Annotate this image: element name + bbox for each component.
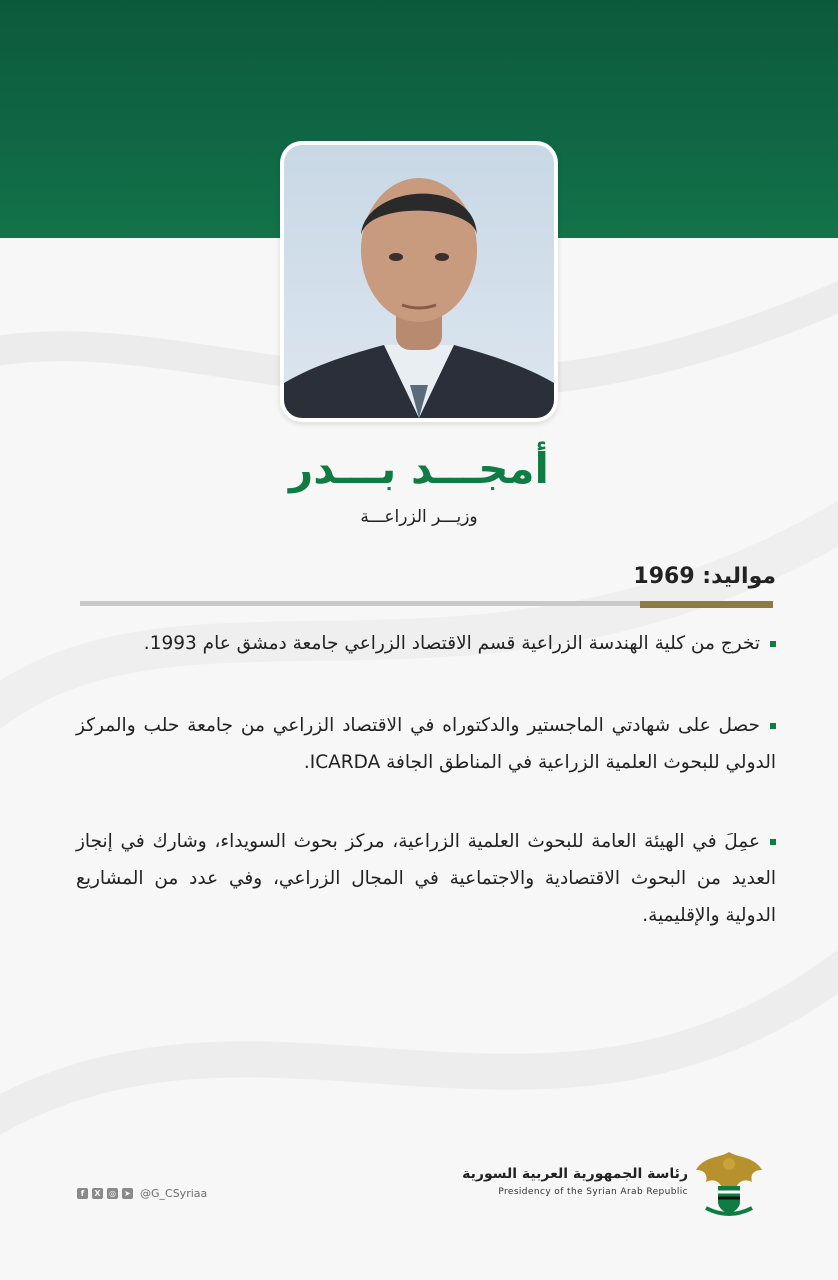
bullet-marker: [770, 839, 776, 845]
birth-label: مواليد:: [702, 564, 776, 589]
social-handle[interactable]: @G_CSyriaa: [140, 1187, 208, 1200]
bio-text: حصل على شهادتي الماجستير والدكتوراه في الاقتصاد الزراعي من جامعة حلب والمركز الدولي للبحوث العلمية الزراعية في المناطق الجافة ICARDA.: [76, 715, 776, 773]
birth-line: [633, 564, 776, 589]
bio-text: تخرج من كلية الهندسة الزراعية قسم الاقتصاد الزراعي جامعة دمشق عام 1993.: [143, 633, 760, 654]
x-icon[interactable]: X: [92, 1188, 103, 1199]
section-divider: [80, 601, 640, 606]
eagle-emblem-icon: [694, 1148, 764, 1220]
bio-bullet: [76, 625, 776, 662]
telegram-icon[interactable]: ➤: [122, 1188, 133, 1199]
social-links: [77, 1187, 207, 1200]
bullet-marker: [770, 723, 776, 729]
brand-english: Presidency of the Syrian Arab Republic: [498, 1187, 688, 1197]
minister-role: وزيـــر الزراعـــة: [360, 507, 478, 527]
instagram-icon[interactable]: ◎: [107, 1188, 118, 1199]
brand-block: [462, 1166, 688, 1197]
facebook-icon[interactable]: f: [77, 1188, 88, 1199]
portrait-frame: [280, 141, 558, 422]
minister-name: أمجـــد بـــدر: [289, 444, 549, 493]
bio-bullet: [76, 823, 776, 934]
bullet-marker: [770, 641, 776, 647]
brand-arabic: رئاسة الجمهورية العربية السورية: [462, 1166, 688, 1182]
birth-year: 1969: [633, 564, 695, 589]
bio-bullet: [76, 707, 776, 781]
bio-text: عمِلَ في الهيئة العامة للبحوث العلمية الزراعية، مركز بحوث السويداء، وشارك في إنجاز العديد من البحوث الاقتصادية والاجتماعية في المجال الزراعي، وفي عدد من المشاريع الدولية والإقليمية.: [76, 831, 776, 926]
portrait-photo: [284, 145, 554, 418]
section-divider-accent: [640, 601, 773, 608]
